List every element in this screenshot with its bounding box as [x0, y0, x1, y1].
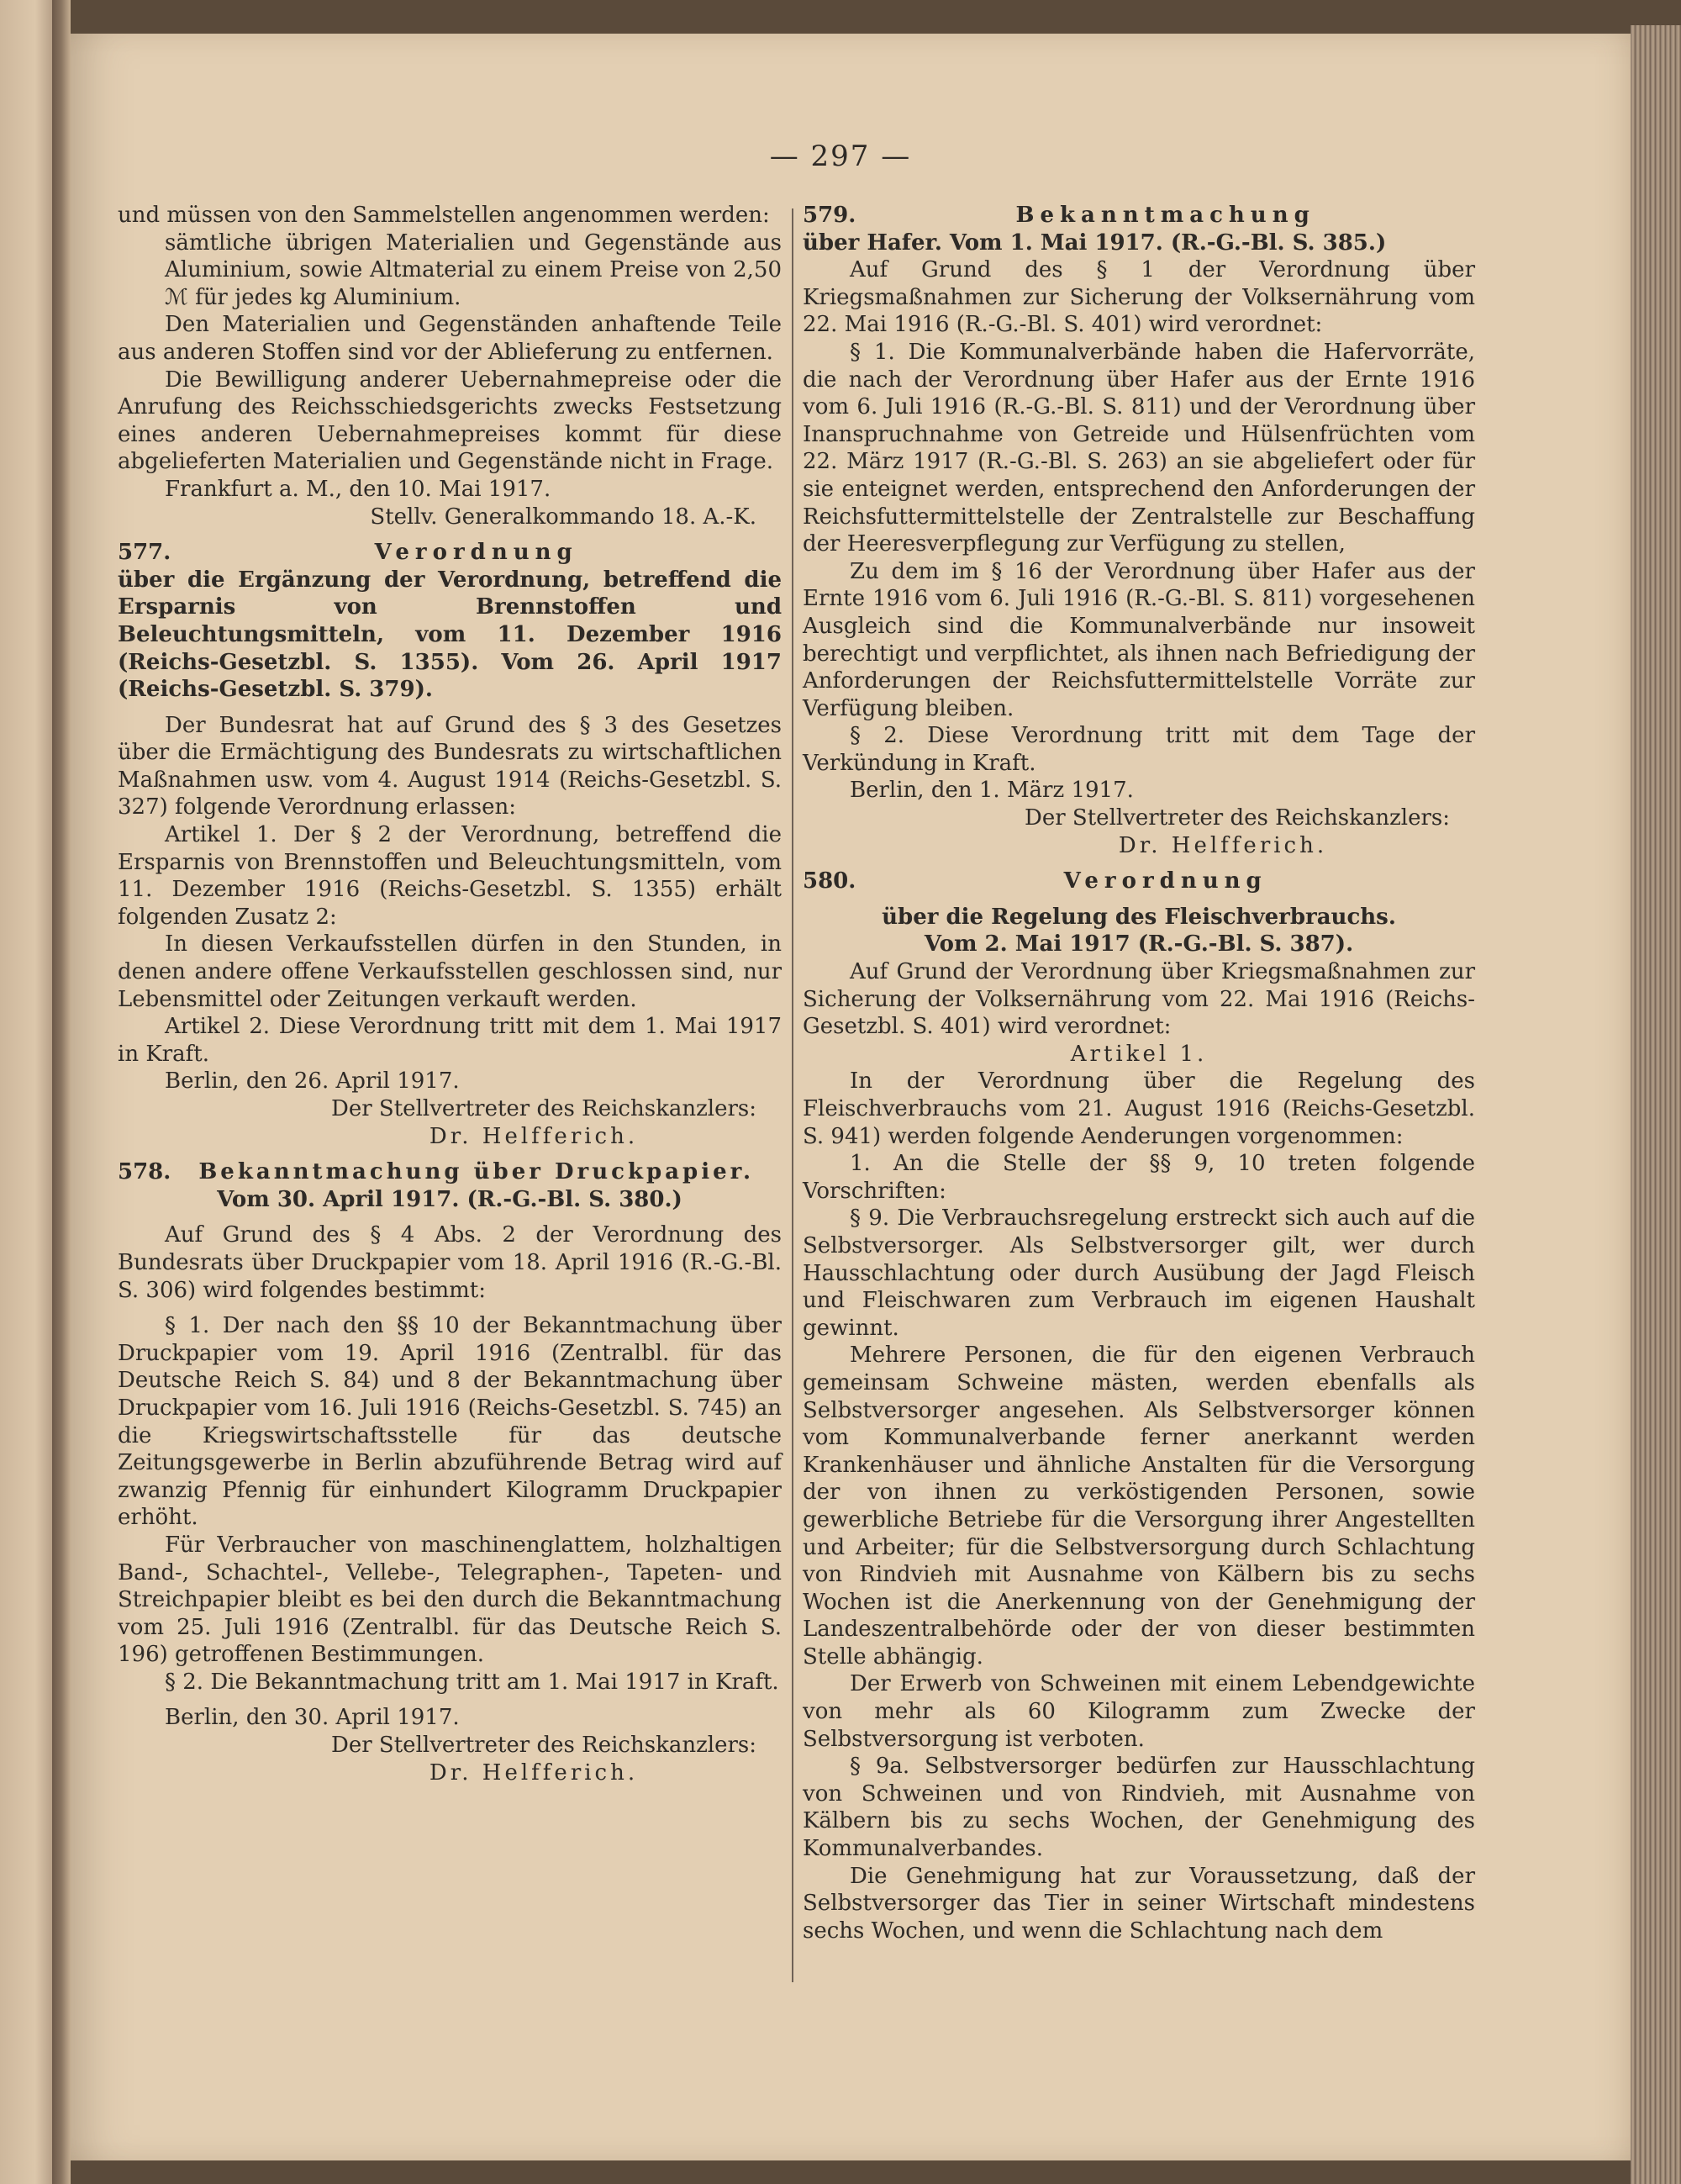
column-divider: [792, 208, 793, 1982]
section-579-signer: Dr. Helfferich.: [1118, 832, 1328, 858]
section-577-date: Berlin, den 26. April 1917.: [165, 1068, 460, 1095]
section-577-title: über die Ergänzung der Verordnung, betreffend die Ersparnis von Brennstoffen und Beleuchtungsmitteln, vom 11. Dezember 1916 (Reichs-Gesetzbl. S. 1355). Vom 26. April 1917 (Reichs-Gesetzbl. S. 379).: [118, 567, 782, 703]
section-579-title: über Hafer. Vom 1. Mai 1917. (R.-G.-Bl. S. 385.): [803, 229, 1387, 256]
continuation-date: Frankfurt a. M., den 10. Mai 1917.: [165, 476, 551, 502]
section-578-date-line: Vom 30. April 1917. (R.-G.-Bl. S. 380.): [217, 1186, 682, 1212]
section-580-paragraph-6: § 9a. Selbstversorger bedürfen zur Hausschlachtung von Schweinen und von Rindvieh, mit Ausnahme von Kälbern bis zu sechs Wochen, der Genehmigung des Kommunalverbandes.: [803, 1754, 1475, 1862]
section-579-number: 579.: [803, 203, 856, 228]
section-577-type: Verordnung: [374, 540, 578, 566]
section-578-paragraph-1: § 1. Der nach den §§ 10 der Bekanntmachung über Druckpapier vom 19. April 1916 (Zentralbl. für das Deutsche Reich S. 84) und 8 der Bekanntmachung über Druckpapier vom 16. Juli 1916 (Reichs-Gesetzbl. S. 745) an die Kriegswirtschaftsstelle für das deutsche Zeitungsgewerbe in Berlin abzuführende Betrag wird auf zwanzig Pfennig für einhundert Kilogramm Druckpapier erhöht.: [118, 1313, 782, 1531]
section-577-signer-title: Der Stellvertreter des Reichskanzlers:: [331, 1096, 756, 1121]
section-577-zusatz: In diesen Verkaufsstellen dürfen in den Stunden, in denen andere offene Verkaufsstellen geschlossen sind, nur Lebensmittel oder Zeitungen verkauft werden.: [118, 931, 782, 1012]
section-578-date: Berlin, den 30. April 1917.: [165, 1705, 460, 1731]
section-579-type: Bekanntmachung: [1015, 203, 1315, 228]
section-579-signer-title: Der Stellvertreter des Reichskanzlers:: [1025, 805, 1450, 831]
section-578-signer-title: Der Stellvertreter des Reichskanzlers:: [331, 1733, 756, 1759]
section-580-article-1: Artikel 1.: [1070, 1041, 1208, 1067]
section-580-type: Verordnung: [1063, 868, 1267, 894]
section-577-number: 577.: [118, 540, 171, 566]
section-580-paragraph-2: 1. An die Stelle der §§ 9, 10 treten folgende Vorschriften:: [803, 1151, 1475, 1204]
section-579-paragraph-1: § 1. Die Kommunalverbände haben die Hafervorräte, die nach der Verordnung über Hafer aus der Ernte 1916 vom 6. Juli 1916 (R.-G.-Bl. S. 811) und der Verordnung über Inanspruchnahme von Getreide und Hülsenfrüchten vom 22. März 1917 (R.-G.-Bl. S. 263) an sie abgeliefert oder für sie enteignet werden, entsprechend den Anforderungen der Reichsfuttermittelstelle der Zentralstelle zur Beschaffung der Heeresverpflegung zur Verfügung zu stellen,: [803, 339, 1475, 557]
section-580-paragraph-1: In der Verordnung über die Regelung des Fleischverbrauchs vom 21. August 1916 (Reichs-Gesetzbl. S. 941) werden folgende Aenderungen vorgenommen:: [803, 1068, 1475, 1149]
section-577-intro: Der Bundesrat hat auf Grund des § 3 des Gesetzes über die Ermächtigung des Bundesrats zu wirtschaftlichen Maßnahmen usw. vom 4. August 1914 (Reichs-Gesetzbl. S. 327) folgende Verordnung erlassen:: [118, 712, 782, 820]
section-577-article-1: Artikel 1. Der § 2 der Verordnung, betreffend die Ersparnis von Brennstoffen und Beleuchtungsmitteln, vom 11. Dezember 1916 (Reichs-Gesetzbl. S. 1355) erhält folgenden Zusatz 2:: [118, 822, 782, 930]
section-580-intro: Auf Grund der Verordnung über Kriegsmaßnahmen zur Sicherung der Volksernährung vom 22. Mai 1916 (Reichs-Gesetzbl. S. 401) wird verordnet:: [803, 959, 1475, 1040]
section-578-type: Bekanntmachung über Druckpapier.: [198, 1159, 754, 1185]
continuation-line-1: und müssen von den Sammelstellen angenommen werden:: [118, 203, 770, 228]
section-580-paragraph-3: § 9. Die Verbrauchsregelung erstreckt sich auch auf die Selbstversorger. Als Selbstversorger gilt, wer durch Hausschlachtung oder durch Ausübung der Jagd Fleisch und Fleischwaren zum Verbrauch im eigenen Haushalt gewinnt.: [803, 1205, 1475, 1341]
page-number: — 297 —: [769, 140, 912, 173]
section-580-heading: [803, 868, 1475, 895]
section-579-heading: [803, 202, 1475, 229]
section-577-heading: [118, 539, 782, 567]
continuation-materials: sämtliche übrigen Materialien und Gegenstände aus Aluminium, sowie Altmaterial zu einem Preise von 2,50 ℳ für jedes kg Aluminium.: [165, 229, 782, 310]
section-578-paragraph-3: § 2. Die Bekanntmachung tritt am 1. Mai 1917 in Kraft.: [165, 1669, 779, 1695]
section-579-paragraph-3: § 2. Diese Verordnung tritt mit dem Tage der Verkündung in Kraft.: [803, 723, 1475, 776]
section-579-intro: Auf Grund des § 1 der Verordnung über Kriegsmaßnahmen zur Sicherung der Volksernährung vom 22. Mai 1916 (R.-G.-Bl. S. 401) wird verordnet:: [803, 257, 1475, 338]
left-column: [118, 202, 782, 1786]
section-580-number: 580.: [803, 868, 856, 894]
right-column: [803, 202, 1475, 1944]
section-578-number: 578.: [118, 1159, 171, 1185]
section-580-title-1: über die Regelung des Fleischverbrauchs.: [882, 904, 1396, 930]
left-page-edge: [0, 0, 59, 2184]
section-580-paragraph-5: Der Erwerb von Schweinen mit einem Lebendgewichte von mehr als 60 Kilogramm zum Zwecke der Selbstversorgung ist verboten.: [803, 1671, 1475, 1752]
section-578-paragraph-2: Für Verbraucher von maschinenglattem, holzhaltigen Band-, Schachtel-, Vellebe-, Telegraphen-, Tapeten- und Streichpapier bleibt es bei den durch die Bekanntmachung vom 25. Juli 1916 (Zentralbl. für das Deutsche Reich S. 196) getroffenen Bestimmungen.: [118, 1532, 782, 1668]
section-578-signer: Dr. Helfferich.: [429, 1759, 639, 1786]
section-579-paragraph-2: Zu dem im § 16 der Verordnung über Hafer aus der Ernte 1916 vom 6. Juli 1916 (R.-G.-Bl. S. 811) vorgesehenen Ausgleich sind die Kommunalverbände nur insoweit berechtigt und verpflichtet, als ihnen nach Befriedigung der Anforderungen der Reichsfuttermittelstelle Vorräte zur Verfügung bleiben.: [803, 558, 1475, 721]
section-577-article-2: Artikel 2. Diese Verordnung tritt mit dem 1. Mai 1917 in Kraft.: [118, 1014, 782, 1067]
section-580-paragraph-7: Die Genehmigung hat zur Voraussetzung, daß der Selbstversorger das Tier in seiner Wirtschaft mindestens sechs Wochen, und wenn die Schlachtung nach dem: [803, 1863, 1475, 1944]
book-right-edge: [1631, 25, 1681, 2184]
section-577-signer: Dr. Helfferich.: [429, 1123, 639, 1149]
book-gutter: [52, 0, 71, 2184]
section-579-date: Berlin, den 1. März 1917.: [850, 778, 1134, 804]
section-580-title-2: Vom 2. Mai 1917 (R.-G.-Bl. S. 387).: [924, 931, 1354, 957]
section-578-intro: Auf Grund des § 4 Abs. 2 der Verordnung des Bundesrats über Druckpapier vom 18. April 1916 (R.-G.-Bl. S. 306) wird folgendes bestimmt:: [118, 1222, 782, 1303]
continuation-signer: Stellv. Generalkommando 18. A.-K.: [370, 504, 756, 530]
section-580-paragraph-4: Mehrere Personen, die für den eigenen Verbrauch gemeinsam Schweine mästen, werden ebenfalls als Selbstversorger angesehen. Als Selbstversorger können vom Kommunalverbande ferner anerkannt werden Krankenhäuser und ähnliche Anstalten für die Versorgung der von ihnen zu verköstigenden Personen, sowie gewerbliche Betriebe für die Versorgung ihrer Angestellten und Arbeiter; für die Selbstversorgung durch Schlachtung von Rindvieh mit Ausnahme von Kälbern bis zu sechs Wochen ist die Anerkennung von der Genehmigung der Landeszentralbehörde oder der von dieser bestimmten Stelle abhängig.: [803, 1343, 1475, 1670]
continuation-prices: Die Bewilligung anderer Uebernahmepreise oder die Anrufung des Reichsschiedsgerichts zwecks Festsetzung eines anderen Uebernahmepreises kommt für diese abgelieferten Materialien und Gegenstände nicht in Frage.: [118, 367, 782, 475]
section-578-heading: [118, 1158, 782, 1186]
continuation-parts: Den Materialien und Gegenständen anhaftende Teile aus anderen Stoffen sind vor der Ablieferung zu entfernen.: [118, 312, 782, 365]
